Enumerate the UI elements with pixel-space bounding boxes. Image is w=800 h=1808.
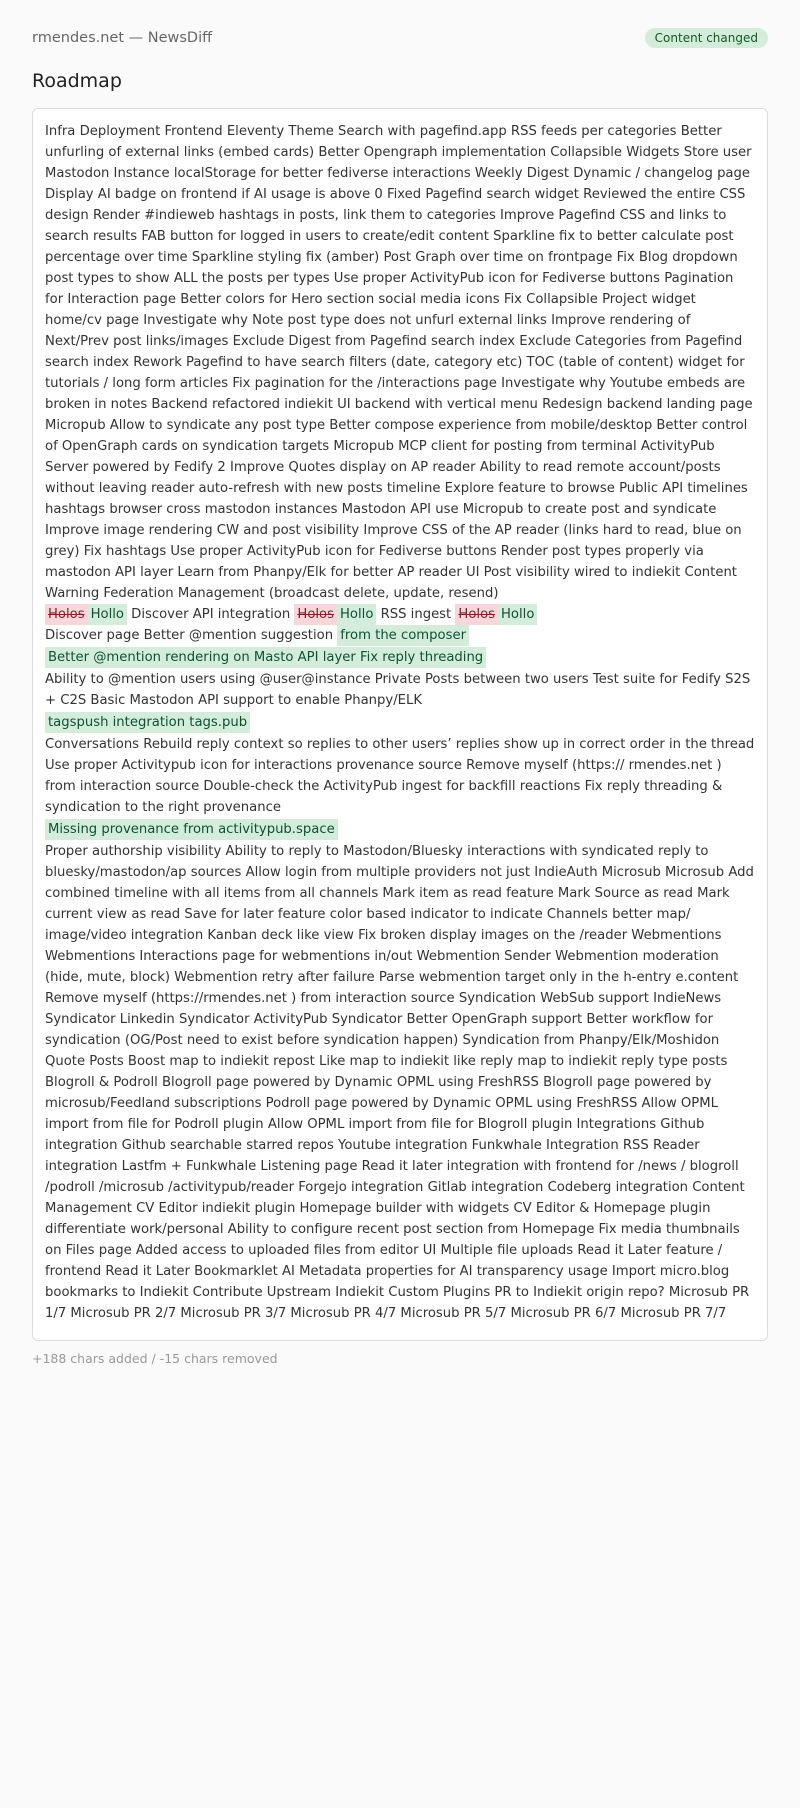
diff-removed: Holos	[294, 604, 337, 625]
diff-line-mention	[45, 646, 755, 669]
diff-added-block: Better @mention rendering on Masto API layer Fix reply threading	[45, 647, 486, 668]
diff-added: Hollo	[498, 604, 537, 625]
diff-text-block: Proper authorship visibility Ability to reply to Mastodon/Bluesky interactions with syndicated reply to bluesky/mastodon/ap sources Allow login from multiple providers not just IndieAuth Microsub Microsub Add combined timeline with all items from all channels Mark item as read feature Mark Source as read Mark current view as read Save for later feature color based indicator to indicate Channels better map/ image/video integration Kanban deck like view Fix broken display images on the /reader Webmentions Webmentions Interactions page for webmentions in/out Webmention Sender Webmention moderation (hide, mute, block) Webmention retry after failure Parse webmention target only in the h-entry e.content Remove myself (https://rmendes.net ) from interaction source Syndication WebSub support IndieNews Syndicator Linkedin Syndicator ActivityPub Syndicator Better OpenGraph support Better workflow for syndication (OG/Post need to exist before syndication happen) Syndication from Phanpy/Elk/Moshidon Quote Posts Boost map to indiekit repost Like map to indiekit like reply map to indiekit reply type posts Blogroll & Podroll Blogroll page powered by Dynamic OPML using FreshRSS Blogroll page powered by microsub/Feedland subscriptions Podroll page powered by Dynamic OPML using FreshRSS Allow OPML import from file for Podroll plugin Allow OPML import from file for Blogroll plugin Integrations Github integration Github searchable starred repos Youtube integration Funkwhale Integration RSS Reader integration Lastfm + Funkwhale Listening page Read it later integration with frontend for /news / blogroll /podroll /microsub /activitypub/reader Forgejo integration Gitlab integration Codeberg integration Content Management CV Editor indiekit plugin Homepage builder with widgets CV Editor & Homepage plugin differentiate work/personal Ability to configure recent post section from Homepage Fix media thumbnails on Files page Added access to uploaded files from editor UI Multiple file uploads Read it Later feature / frontend Read it Later Bookmarklet AI Metadata properties for AI transparency usage Import micro.blog bookmarks to Indiekit Contribute Upstream Indiekit Custom Plugins PR to Indiekit origin repo? Microsub PR 1/7 Microsub PR 2/7 Microsub PR 3/7 Microsub PR 4/7 Microsub PR 5/7 Microsub PR 6/7 Microsub PR 7/7	[45, 844, 754, 1321]
diff-text-block: Ability to @mention users using @user@instance Private Posts between two users Test suite for Fedify S2S + C2S Basic Mastodon API support to enable Phanpy/ELK	[45, 672, 751, 708]
diff-line-tags	[45, 711, 755, 734]
diff-line-composer	[45, 625, 755, 646]
status-badge: Content changed	[645, 28, 768, 48]
diff-added-block: Missing provenance from activitypub.space	[45, 819, 338, 840]
diff-text: Discover page Better @mention suggestion	[45, 628, 338, 643]
diff-line-provenance	[45, 818, 755, 841]
diff-text-block: Conversations Rebuild reply context so replies to other users’ replies show up in correct order in the thread Use proper Activitypub icon for interactions provenance source Remove myself (https:// rmendes.net ) from interaction source Double-check the ActivityPub ingest for backfill reactions Fix reply threading & syndication to the right provenance	[45, 737, 755, 815]
diff-line-hollo	[45, 604, 755, 625]
site-title: rmendes.net — NewsDiff	[32, 30, 213, 46]
diff-added-block: tagspush integration tags.pub	[45, 712, 250, 733]
diff-removed: Holos	[45, 604, 88, 625]
page-title: Roadmap	[32, 70, 122, 92]
diff-removed: Holos	[455, 604, 498, 625]
diff-content	[32, 108, 768, 1341]
header	[32, 26, 768, 50]
diff-added: Hollo	[88, 604, 127, 625]
diff-text-block: Infra Deployment Frontend Eleventy Theme Search with pagefind.app RSS feeds per categories Better unfurling of external links (embed cards) Better Opengraph implementation Collapsible Widgets Store user Mastodon Instance localStorage for better fediverse interactions Weekly Digest Dynamic / changelog page Display AI badge on frontend if AI usage is above 0 Fixed Pagefind search widget Reviewed the entire CSS design Render #indieweb hashtags in posts, link them to categories Improve Pagefind CSS and links to search results FAB button for logged in users to create/edit content Sparkline fix to better calculate post percentage over time Sparkline styling fix (amber) Post Graph over time on frontpage Fix Blog dropdown post types to show ALL the posts per types Use proper ActivityPub icon for Fediverse buttons Pagination for Interaction page Better colors for Hero section social media icons Fix Collapsible Project widget home/cv page Investigate why Note post type does not unfurl external links Improve rendering of Next/Prev post links/images Exclude Digest from Pagefind search index Exclude Categories from Pagefind search index Rework Pagefind to have search filters (date, category etc) TOC (table of content) widget for tutorials / long form articles Fix pagination for the /interactions page Investigate why Youtube embeds are broken in notes Backend refactored indiekit UI backend with vertical menu Redesign backend landing page Micropub Allow to syndicate any post type Better compose experience from mobile/desktop Better control of OpenGraph cards on syndication targets Micropub MCP client for posting from terminal ActivityPub Server powered by Fedify 2 Improve Quotes display on AP reader Ability to read remote account/posts without leaving reader auto-refresh with new posts timeline Explore feature to browse Public API timelines hashtags browser cross mastodon instances Mastodon API use Micropub to create post and syndicate Improve image rendering CW and post visibility Improve CSS of the AP reader (links hard to read, blue on grey) Fix hashtags Use proper ActivityPub icon for Fediverse buttons Render post types properly via mastodon API layer Learn from Phanpy/Elk for better AP reader UI Post visibility wired to indiekit Content Warning Federation Management (broadcast delete, update, resend)	[45, 124, 753, 601]
diff-summary: +188 chars added / -15 chars removed	[32, 1351, 278, 1366]
diff-text: RSS ingest	[376, 607, 456, 622]
diff-text: Discover API integration	[126, 607, 295, 622]
diff-added: Hollo	[337, 604, 376, 625]
diff-added: from the composer	[337, 625, 469, 646]
